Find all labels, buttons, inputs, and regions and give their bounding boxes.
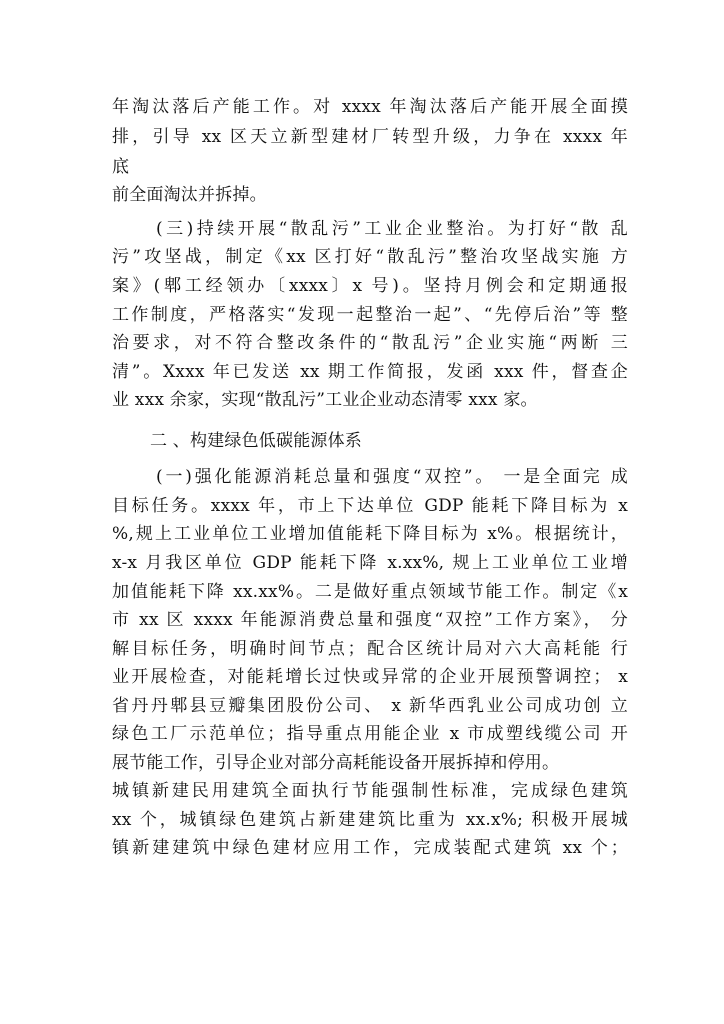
- text-line: 工作制度，严格落实“发现一起整治一起”、“先停后治”等 整: [112, 305, 628, 325]
- text-line: %,规上工业单位工业增加值能耗下降目标为 x%。根据统计，: [112, 524, 628, 544]
- chapter-heading: 二 、构建绿色低碳能源体系: [150, 431, 363, 451]
- text-line: 业 xxx 余家，实现“散乱污”工业企业动态清零 xxx 家。: [112, 390, 538, 410]
- text-line: 底: [112, 157, 130, 177]
- text-line: 解目标任务，明确时间节点；配合区统计局对六大高耗能 行: [112, 639, 628, 659]
- text-line: 前全面淘汰并拆掉。: [112, 185, 267, 205]
- text-line: 排，引导 xx 区天立新型建材厂转型升级，力争在 xxxx 年: [112, 127, 628, 147]
- text-line: 目标任务。xxxx 年，市上下达单位 GDP 能耗下降目标为 x: [112, 496, 628, 516]
- text-line: 污”攻坚战，制定《xx 区打好“散乱污”整治攻坚战实施 方: [112, 247, 628, 267]
- text-line: 年淘汰落后产能工作。对 xxxx 年淘汰落后产能开展全面摸: [112, 97, 628, 117]
- text-line: 绿色工厂示范单位；指导重点用能企业 x 市成塑线缆公司 开: [112, 724, 628, 744]
- text-line: 镇新建建筑中绿色建材应用工作，完成装配式建筑 xx 个；: [112, 838, 628, 858]
- text-line: x-x 月我区单位 GDP 能耗下降 x.xx%, 规上工业单位工业增: [112, 553, 628, 573]
- text-line: 城镇新建民用建筑全面执行节能强制性标准，完成绿色建筑: [112, 781, 628, 801]
- text-line: xx 个，城镇绿色建筑占新建建筑比重为 xx.x%; 积极开展城: [112, 810, 628, 830]
- text-line: 市 xx 区 xxxx 年能源消费总量和强度“双控”工作方案》， 分: [112, 610, 628, 630]
- text-line: 案》(郫工经领办〔xxxx〕x 号)。坚持月例会和定期通报: [112, 276, 628, 296]
- text-line: 展节能工作，引导企业对部分高耗能设备开展拆掉和停用。: [112, 753, 560, 773]
- text-line: 加值能耗下降 xx.xx%。二是做好重点领域节能工作。制定《x: [112, 582, 628, 602]
- text-line: 清”。Xxxx 年已发送 xx 期工作简报，发函 xxx 件，督查企: [112, 362, 628, 382]
- text-line: 业开展检查，对能耗增长过快或异常的企业开展预警调控； x: [112, 667, 628, 687]
- text-line: 省丹丹郫县豆瓣集团股份公司、 x 新华西乳业公司成功创 立: [112, 696, 628, 716]
- section-heading: (一)强化能源消耗总量和强度“双控”。 一是全面完 成: [156, 467, 628, 487]
- section-heading: (三)持续开展“散乱污”工业企业整治。为打好“散 乱: [156, 219, 628, 239]
- text-line: 治要求，对不符合整改条件的“散乱污”企业实施“两断 三: [112, 333, 628, 353]
